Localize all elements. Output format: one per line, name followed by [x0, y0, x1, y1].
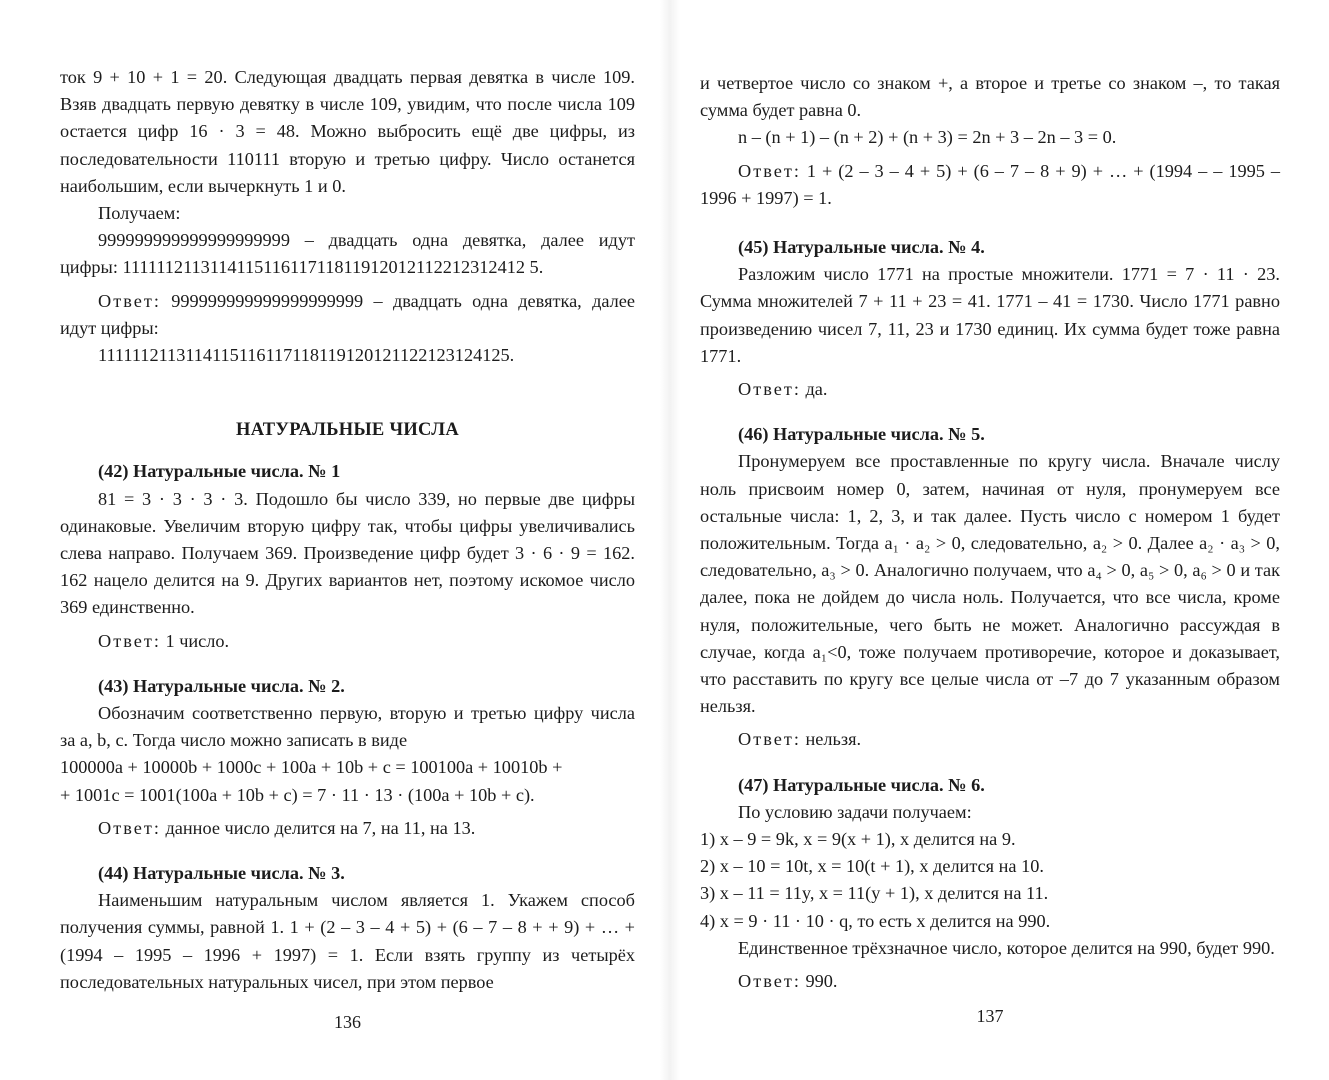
answer-label: Ответ:	[738, 379, 801, 400]
problem-title: (44) Натуральные числа. № 3.	[98, 863, 345, 884]
formula-line: + 1001c = 1001(100a + 10b + c) = 7 · 11 · 13 · (100a + 10b + c).	[60, 784, 535, 805]
problem-title: (45) Натуральные числа. № 4.	[738, 237, 985, 258]
problem-body: 81 = 3 · 3 · 3 · 3. Подошло бы число 339, но первые две цифры одинаковые. Увеличим вторую цифру так, чтобы цифры увеличивались слева направо. Получаем 369. Произведение цифр будет 3 · 6 · 9 = 162. 162 нацело делится на 9. Других вариантов нет, поэтому искомое число 369 единственно.	[60, 488, 635, 618]
answer-digits: 1111112113114115116117118119120121122123124125.	[98, 345, 515, 366]
page-number: 136	[334, 1012, 361, 1032]
answer-text: 1 число.	[165, 630, 230, 651]
right-page-text	[700, 70, 1280, 995]
answer-label: Ответ:	[98, 630, 161, 651]
problem-body: Обозначим соответственно первую, вторую и третью цифру числа за a, b, c. Тогда число можно записать в виде	[60, 703, 635, 751]
formula-line: n – (n + 1) – (n + 2) + (n + 3) = 2n + 3 – 2n – 3 = 0.	[738, 127, 1117, 148]
paragraph: и четвертое число со знаком +, а второе и третье со знаком –, то такая сумма будет равна 0.	[700, 73, 1280, 121]
section-title: НАТУРАЛЬНЫЕ ЧИСЛА	[236, 420, 459, 441]
list-item: 1) x – 9 = 9k, x = 9(x + 1), x делится на 9.	[700, 829, 1016, 850]
answer-paragraph	[700, 726, 1280, 753]
answer-paragraph	[700, 158, 1280, 212]
answer-paragraph	[60, 815, 635, 842]
problem-body: По условию задачи получаем:	[738, 801, 972, 822]
answer-paragraph	[60, 288, 635, 342]
answer-text: нельзя.	[805, 729, 862, 750]
answer-label: Ответ:	[98, 290, 161, 311]
answer-paragraph	[700, 968, 1280, 995]
answer-paragraph	[700, 376, 1280, 403]
answer-label: Ответ:	[738, 971, 801, 992]
answer-text: 1 + (2 – 3 – 4 + 5) + (6 – 7 – 8 + 9) + … + (1994 – – 1995 – 1996 + 1997) = 1.	[700, 160, 1280, 208]
formula-line: 100000a + 10000b + 1000c + 100a + 10b + c = 100100a + 10010b +	[60, 757, 563, 778]
list-item: 2) x – 10 = 10t, x = 10(t + 1), x делится на 10.	[700, 856, 1044, 877]
answer-text: 999999999999999999999 – двадцать одна девятка, далее идут цифры:	[60, 290, 635, 338]
paragraph: ток 9 + 10 + 1 = 20. Следующая двадцать первая девятка в числе 109. Взяв двадцать первую девятку в числе 109, увидим, что после числа 109 остается цифр 16 · 3 = 48. Можно выбросить ещё две цифры, из последовательности 110111 вторую и третью цифру. Число останется наибольшим, если вычеркнуть 1 и 0.	[60, 67, 635, 196]
answer-text: данное число делится на 7, на 11, на 13.	[165, 817, 476, 838]
answer-text: да.	[805, 379, 828, 400]
list-item: 4) x = 9 · 11 · 10 · q, то есть x делится на 990.	[700, 910, 1051, 931]
paragraph: Получаем:	[98, 203, 181, 224]
list-item: 3) x – 11 = 11y, x = 11(y + 1), x делится на 11.	[700, 883, 1049, 904]
problem-body: Единственное трёхзначное число, которое делится на 990, будет 990.	[738, 937, 1275, 958]
problem-title: (47) Натуральные числа. № 6.	[738, 774, 985, 795]
problem-title: (43) Натуральные числа. № 2.	[98, 675, 345, 696]
problem-title: (42) Натуральные числа. № 1	[98, 461, 341, 482]
answer-label: Ответ:	[98, 817, 161, 838]
problem-body: Разложим число 1771 на простые множители. 1771 = 7 · 11 · 23. Сумма множителей 7 + 11 + 23 = 41. 1771 – 41 = 1730. Число 1771 равно произведению чисел 7, 11, 23 и 1730 единиц. Их сумма будет тоже равна 1771.	[700, 264, 1280, 366]
problem-body: Пронумеруем все проставленные по кругу числа. Вначале числу ноль присвоим номер 0, затем, начиная от нуля, пронумеруем все остальные числа: 1, 2, 3, и так далее. Пусть число с номером 1 будет положительным. Тогда a₁ · a₂ > 0, следовательно, a₂ > 0. Далее a₂ · a₃ > 0, следовательно, a₃ > 0. Аналогично получаем, что a₄ > 0, a₅ > 0, a₆ > 0 и так далее, пока не дойдем до числа ноль. Получается, что все числа, кроме нуля, положительные, чего быть не может. Аналогично рассуждая в случае, когда a₁<0, тоже получаем противоречие, которое и доказывает, что расставить по кругу все целые числа от –7 до 7 указанным образом нельзя.	[700, 451, 1280, 717]
problem-body: Наименьшим натуральным числом является 1. Укажем способ получения суммы, равной 1. 1 + (2 – 3 – 4 + 5) + (6 – 7 – 8 + + 9) + … + (1994 – 1995 – 1996 + 1997) = 1. Если взять группу из четырёх последовательных натуральных чисел, при этом первое	[60, 890, 635, 992]
answer-label: Ответ:	[738, 160, 801, 181]
book-gutter	[660, 0, 680, 1080]
right-page	[700, 0, 1280, 1080]
left-page	[60, 0, 635, 1080]
answer-label: Ответ:	[738, 729, 801, 750]
paragraph: 999999999999999999999 – двадцать одна девятка, далее идут цифры: 111111211311411511611711811912012112212312412 5.	[60, 230, 635, 278]
answer-text: 990.	[805, 971, 838, 992]
answer-paragraph	[60, 628, 635, 655]
left-page-text	[60, 64, 635, 996]
page-number: 137	[976, 1006, 1004, 1026]
problem-title: (46) Натуральные числа. № 5.	[738, 424, 985, 445]
